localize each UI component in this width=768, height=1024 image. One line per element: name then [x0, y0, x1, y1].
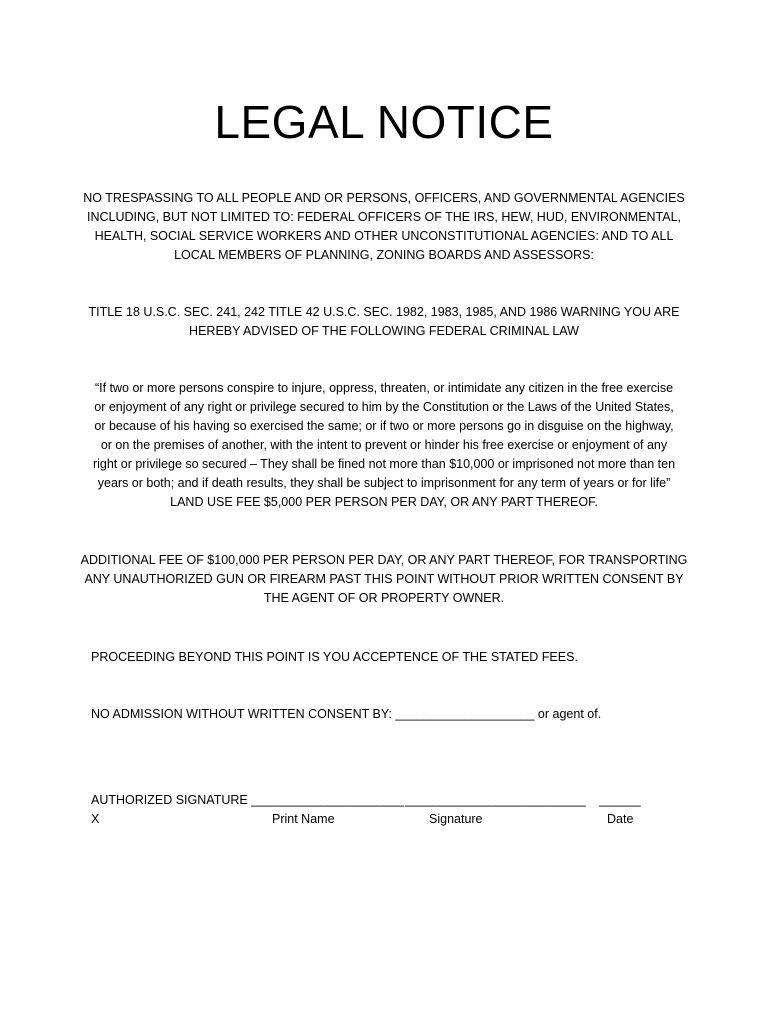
authorized-signature-line: AUTHORIZED SIGNATURE ______________________ [91, 793, 405, 807]
signature-blank-line: __________________________ [405, 793, 586, 807]
warning-paragraph: TITLE 18 U.S.C. SEC. 241, 242 TITLE 42 U.S.C. SEC. 1982, 1983, 1985, AND 1986 WARNING YOU ARE HEREBY ADVISED OF THE FOLLOWING FEDERAL CRIMINAL LAW [88, 305, 680, 338]
signature-label: Signature [429, 812, 483, 826]
admission-statement: NO ADMISSION WITHOUT WRITTEN CONSENT BY: ____________________ or agent of. [91, 707, 602, 721]
proceeding-statement: PROCEEDING BEYOND THIS POINT IS YOU ACCEPTENCE OF THE STATED FEES. [91, 650, 578, 664]
x-label: X [91, 812, 100, 826]
criminal-law-quote-paragraph: “If two or more persons conspire to injure, oppress, threaten, or intimidate any citizen in the free exercise or enjoyment of any right or privilege secured to him by the Constitution or the Laws of the United States, or because of his having so exercised the same; or if two or more persons go in disguise on the highway, or on the premises of another, with the intent to prevent or hinder his free exercise or enjoyment of any right or privilege so secured – They shall be fined not more than $10,000 or imprisoned not more than ten years or both; and if death results, they shall be subject to imprisonment for any term of years or for life” LAND USE FEE $5,000 PER PERSON PER DAY, OR ANY PART THEREOF. [92, 381, 676, 509]
print-name-label: Print Name [272, 812, 335, 826]
date-blank-line: ______ [599, 793, 641, 807]
signature-block [0, 791, 768, 831]
additional-fee-paragraph: ADDITIONAL FEE OF $100,000 PER PERSON PER DAY, OR ANY PART THEREOF, FOR TRANSPORTING ANY UNAUTHORIZED GUN OR FIREARM PAST THIS POINT WITHOUT PRIOR WRITTEN CONSENT BY THE AGENT OF OR PROPERTY OWNER. [80, 553, 688, 605]
no-trespassing-paragraph: NO TRESPASSING TO ALL PEOPLE AND OR PERSONS, OFFICERS, AND GOVERNMENTAL AGENCIES INCLUDING, BUT NOT LIMITED TO: FEDERAL OFFICERS OF THE IRS, HEW, HUD, ENVIRONMENTAL, HEALTH, SOCIAL SERVICE WORKERS AND OTHER UNCONSTITUTIONAL AGENCIES: AND TO ALL LOCAL MEMBERS OF PLANNING, ZONING BOARDS AND ASSESSORS: [83, 191, 685, 262]
date-label: Date [607, 812, 634, 826]
page-title: LEGAL NOTICE [214, 96, 554, 148]
